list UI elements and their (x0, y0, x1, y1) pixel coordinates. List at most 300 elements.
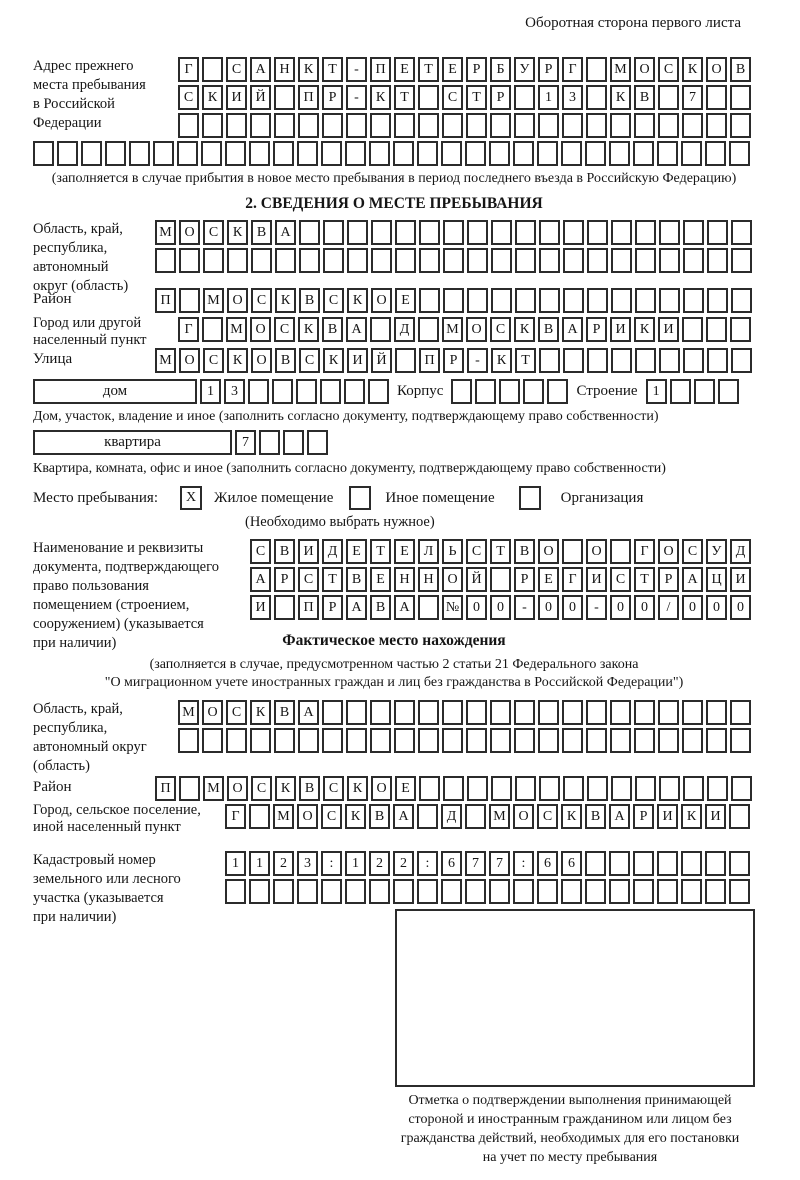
char-cell-filled: С (442, 85, 463, 110)
previous-address-row-4 (33, 141, 755, 166)
char-cell-empty (659, 776, 680, 801)
char-cell-filled: В (370, 595, 391, 620)
char-cell-filled: 1 (200, 379, 221, 404)
actual-region-row-1 (178, 700, 751, 725)
char-cell-filled: Р (466, 57, 487, 82)
char-cell-filled: П (298, 595, 319, 620)
char-cell-empty (586, 57, 607, 82)
stay-type-note: (Необходимо выбрать нужное) (245, 514, 435, 530)
char-cell-empty (370, 700, 391, 725)
char-cell-filled: К (370, 85, 391, 110)
label-line: гражданства действий, необходимых для его постановки (400, 1131, 740, 1146)
page-side-note: Оборотная сторона первого листа (525, 15, 741, 31)
option-label-organization: Организация (560, 489, 644, 506)
char-cell-empty (563, 288, 584, 313)
char-cell-filled: С (537, 804, 558, 829)
char-cell-filled: О (466, 317, 487, 342)
char-cell-filled: А (394, 595, 415, 620)
char-cell-empty (274, 85, 295, 110)
char-cell-empty (490, 728, 511, 753)
char-cell-empty (513, 141, 534, 166)
char-cell-empty (369, 141, 390, 166)
char-cell-empty (105, 141, 126, 166)
char-cell-empty (514, 113, 535, 138)
char-cell-filled: Н (394, 567, 415, 592)
char-cell-empty (729, 879, 750, 904)
char-cell-filled: К (610, 85, 631, 110)
char-cell-filled: А (609, 804, 630, 829)
city-label (33, 315, 178, 349)
char-cell-empty (155, 248, 176, 273)
document-row-3 (250, 595, 751, 620)
char-cell-empty (731, 248, 752, 273)
city-row (178, 317, 751, 342)
char-cell-filled: С (323, 288, 344, 313)
char-cell-empty (587, 776, 608, 801)
label-line: Федерации (33, 115, 102, 131)
char-cell-filled: Д (322, 539, 343, 564)
document-row-1 (250, 539, 751, 564)
char-cell-filled: Г (178, 57, 199, 82)
char-cell-empty (562, 539, 583, 564)
char-cell-empty (515, 248, 536, 273)
label-line: участка (указывается (33, 890, 164, 906)
char-cell-empty (515, 220, 536, 245)
char-cell-empty (153, 141, 174, 166)
char-cell-empty (467, 776, 488, 801)
actual-district-row (155, 776, 752, 801)
house-number-row (200, 379, 389, 404)
char-cell-empty (251, 248, 272, 273)
stroenie-row (646, 379, 739, 404)
char-cell-empty (419, 776, 440, 801)
char-cell-empty (563, 220, 584, 245)
char-cell-filled: В (251, 220, 272, 245)
char-cell-filled: В (369, 804, 390, 829)
char-cell-empty (259, 430, 280, 455)
char-cell-empty (346, 728, 367, 753)
char-cell-empty (635, 220, 656, 245)
char-cell-empty (442, 728, 463, 753)
label-line: документа, подтверждающего (33, 559, 219, 575)
actual-district-label: Район (33, 779, 72, 795)
char-cell-empty (586, 700, 607, 725)
char-cell-filled: И (347, 348, 368, 373)
cadastre-row-1 (225, 851, 750, 876)
char-cell-empty (441, 879, 462, 904)
char-cell-filled: 0 (538, 595, 559, 620)
char-cell-empty (443, 776, 464, 801)
document-rows (250, 539, 751, 620)
char-cell-filled: М (178, 700, 199, 725)
label-line: автономный (33, 259, 109, 275)
char-cell-filled: К (227, 220, 248, 245)
char-cell-filled: : (417, 851, 438, 876)
char-cell-filled: О (179, 348, 200, 373)
char-cell-empty (682, 113, 703, 138)
apartment-caption: Квартира, комната, офис и иное (заполнить согласно документу, подтверждающему право собственности) (33, 461, 666, 476)
char-cell-empty (635, 248, 656, 273)
char-cell-empty (499, 379, 520, 404)
char-cell-filled: Р (490, 85, 511, 110)
char-cell-empty (475, 379, 496, 404)
char-cell-filled: Т (322, 567, 343, 592)
char-cell-filled: Ц (706, 567, 727, 592)
char-cell-empty (489, 141, 510, 166)
char-cell-empty (707, 248, 728, 273)
char-cell-empty (683, 248, 704, 273)
char-cell-filled: П (419, 348, 440, 373)
char-cell-empty (273, 879, 294, 904)
char-cell-filled: И (657, 804, 678, 829)
char-cell-empty (274, 113, 295, 138)
char-cell-filled: С (226, 57, 247, 82)
char-cell-filled: К (345, 804, 366, 829)
char-cell-filled: В (634, 85, 655, 110)
street-label: Улица (33, 351, 73, 367)
char-cell-empty (465, 804, 486, 829)
char-cell-filled: П (298, 85, 319, 110)
char-cell-filled: К (347, 288, 368, 313)
char-cell-empty (683, 220, 704, 245)
char-cell-filled: В (299, 776, 320, 801)
char-cell-filled: К (323, 348, 344, 373)
char-cell-filled: С (299, 348, 320, 373)
char-cell-empty (658, 728, 679, 753)
char-cell-empty (491, 220, 512, 245)
actual-location-title: Фактическое место нахождения (282, 632, 506, 649)
char-cell-empty (635, 288, 656, 313)
char-cell-empty (587, 288, 608, 313)
char-cell-filled: О (634, 57, 655, 82)
char-cell-filled: О (586, 539, 607, 564)
char-cell-empty (490, 700, 511, 725)
char-cell-empty (202, 317, 223, 342)
char-cell-empty (296, 379, 317, 404)
char-cell-empty (321, 141, 342, 166)
char-cell-filled: М (489, 804, 510, 829)
label-line: места пребывания (33, 77, 146, 93)
char-cell-empty (657, 851, 678, 876)
char-cell-filled: В (538, 317, 559, 342)
char-cell-empty (705, 141, 726, 166)
char-cell-filled: С (323, 776, 344, 801)
char-cell-empty (609, 879, 630, 904)
char-cell-empty (227, 248, 248, 273)
char-cell-empty (344, 379, 365, 404)
char-cell-filled: О (202, 700, 223, 725)
char-cell-empty (683, 776, 704, 801)
char-cell-filled: Й (250, 85, 271, 110)
char-cell-empty (634, 113, 655, 138)
char-cell-filled: К (298, 317, 319, 342)
char-cell-empty (633, 141, 654, 166)
char-cell-filled: Р (322, 85, 343, 110)
char-cell-empty (226, 113, 247, 138)
char-cell-empty (369, 879, 390, 904)
apartment-number-row (235, 430, 328, 455)
char-cell-empty (451, 379, 472, 404)
char-cell-empty (538, 113, 559, 138)
char-cell-empty (274, 728, 295, 753)
char-cell-filled: С (321, 804, 342, 829)
char-cell-empty (226, 728, 247, 753)
char-cell-filled: О (179, 220, 200, 245)
char-cell-empty (298, 113, 319, 138)
previous-address-caption: (заполняется в случае прибытия в новое место пребывания в период последнего въезда в Российскую Федерацию) (51, 171, 737, 186)
char-cell-filled: Е (538, 567, 559, 592)
char-cell-empty (297, 141, 318, 166)
char-cell-empty (418, 317, 439, 342)
char-cell-empty (466, 700, 487, 725)
char-cell-filled: 2 (369, 851, 390, 876)
char-cell-empty (323, 248, 344, 273)
char-cell-filled: М (203, 776, 224, 801)
char-cell-empty (657, 141, 678, 166)
char-cell-empty (539, 288, 560, 313)
char-cell-empty (513, 879, 534, 904)
char-cell-empty (418, 728, 439, 753)
house-type-box: дом (33, 379, 197, 404)
actual-city-label (33, 802, 225, 836)
char-cell-empty (466, 113, 487, 138)
label-line: автономный округ (33, 739, 147, 755)
char-cell-filled: Т (466, 85, 487, 110)
char-cell-filled: И (610, 317, 631, 342)
char-cell-filled: 6 (441, 851, 462, 876)
char-cell-filled: Е (394, 539, 415, 564)
char-cell-empty (418, 595, 439, 620)
char-cell-empty (418, 113, 439, 138)
char-cell-filled: 3 (562, 85, 583, 110)
korpus-label: Корпус (397, 383, 444, 399)
char-cell-empty (419, 288, 440, 313)
char-cell-filled: П (370, 57, 391, 82)
char-cell-filled: К (227, 348, 248, 373)
char-cell-filled: А (346, 317, 367, 342)
char-cell-filled: О (227, 288, 248, 313)
char-cell-empty (539, 776, 560, 801)
char-cell-filled: О (538, 539, 559, 564)
char-cell-empty (417, 804, 438, 829)
char-cell-filled: 6 (537, 851, 558, 876)
char-cell-filled: - (346, 57, 367, 82)
char-cell-filled: Д (394, 317, 415, 342)
char-cell-filled: Р (586, 317, 607, 342)
char-cell-empty (658, 85, 679, 110)
previous-address-rows (178, 57, 751, 138)
label-line: республика, (33, 720, 108, 736)
char-cell-empty (562, 728, 583, 753)
label-line: иной населенный пункт (33, 819, 181, 835)
char-cell-empty (537, 879, 558, 904)
char-cell-empty (489, 879, 510, 904)
char-cell-empty (203, 248, 224, 273)
char-cell-filled: С (658, 57, 679, 82)
char-cell-empty (634, 728, 655, 753)
field-house (33, 379, 755, 404)
char-cell-filled: О (250, 317, 271, 342)
char-cell-empty (467, 288, 488, 313)
char-cell-empty (395, 248, 416, 273)
char-cell-filled: К (681, 804, 702, 829)
char-cell-filled: К (298, 57, 319, 82)
char-cell-empty (320, 379, 341, 404)
char-cell-empty (658, 700, 679, 725)
char-cell-empty (682, 728, 703, 753)
char-cell-filled: Б (490, 57, 511, 82)
char-cell-filled: № (442, 595, 463, 620)
char-cell-empty (587, 220, 608, 245)
field-stay-type (33, 486, 755, 510)
label-line: населенный пункт (33, 332, 147, 348)
char-cell-empty (585, 851, 606, 876)
district-row (155, 288, 752, 313)
char-cell-empty (609, 851, 630, 876)
field-previous-address (33, 57, 755, 138)
char-cell-empty (371, 248, 392, 273)
char-cell-filled: Т (418, 57, 439, 82)
char-cell-filled: О (706, 57, 727, 82)
char-cell-empty (346, 113, 367, 138)
char-cell-filled: 3 (224, 379, 245, 404)
char-cell-empty (683, 348, 704, 373)
char-cell-empty (393, 879, 414, 904)
char-cell-empty (179, 288, 200, 313)
char-cell-empty (465, 141, 486, 166)
char-cell-empty (418, 85, 439, 110)
char-cell-empty (523, 379, 544, 404)
char-cell-filled: В (274, 700, 295, 725)
document-label (33, 539, 250, 653)
char-cell-empty (731, 348, 752, 373)
char-cell-filled: Р (322, 595, 343, 620)
char-cell-filled: 0 (634, 595, 655, 620)
char-cell-empty (202, 113, 223, 138)
char-cell-empty (659, 248, 680, 273)
char-cell-empty (585, 141, 606, 166)
char-cell-filled: В (275, 348, 296, 373)
char-cell-empty (539, 348, 560, 373)
char-cell-empty (202, 57, 223, 82)
char-cell-empty (609, 141, 630, 166)
char-cell-filled: 1 (345, 851, 366, 876)
char-cell-empty (491, 248, 512, 273)
char-cell-empty (272, 379, 293, 404)
char-cell-empty (443, 288, 464, 313)
char-cell-empty (201, 141, 222, 166)
char-cell-empty (610, 113, 631, 138)
char-cell-empty (586, 85, 607, 110)
char-cell-filled: М (155, 220, 176, 245)
char-cell-filled: К (634, 317, 655, 342)
char-cell-empty (322, 728, 343, 753)
char-cell-empty (490, 567, 511, 592)
char-cell-filled: 0 (562, 595, 583, 620)
char-cell-empty (634, 700, 655, 725)
char-cell-filled: У (514, 57, 535, 82)
confirmation-mark-caption (370, 1091, 770, 1167)
char-cell-empty (418, 700, 439, 725)
char-cell-filled: Р (274, 567, 295, 592)
label-line: Область, край, (33, 221, 123, 237)
field-region (33, 220, 755, 294)
char-cell-filled: 0 (706, 595, 727, 620)
char-cell-empty (706, 85, 727, 110)
label-line: при наличии) (33, 635, 117, 651)
char-cell-empty (730, 700, 751, 725)
char-cell-filled: В (274, 539, 295, 564)
char-cell-empty (633, 879, 654, 904)
char-cell-empty (611, 248, 632, 273)
char-cell-empty (178, 113, 199, 138)
char-cell-empty (705, 879, 726, 904)
field-apartment (33, 430, 755, 455)
char-cell-empty (563, 776, 584, 801)
char-cell-filled: Р (658, 567, 679, 592)
char-cell-empty (731, 220, 752, 245)
char-cell-filled: : (321, 851, 342, 876)
char-cell-empty (730, 317, 751, 342)
char-cell-filled: С (274, 317, 295, 342)
char-cell-filled: - (346, 85, 367, 110)
char-cell-empty (346, 700, 367, 725)
char-cell-empty (345, 141, 366, 166)
field-actual-district (33, 776, 755, 801)
char-cell-filled: В (585, 804, 606, 829)
char-cell-empty (562, 700, 583, 725)
label-line: помещением (строением, (33, 597, 190, 613)
char-cell-empty (442, 700, 463, 725)
char-cell-filled: И (658, 317, 679, 342)
char-cell-empty (635, 776, 656, 801)
char-cell-filled: И (730, 567, 751, 592)
cadastre-rows (225, 851, 750, 904)
char-cell-empty (562, 113, 583, 138)
field-cadastre (33, 851, 755, 925)
char-cell-filled: Е (346, 539, 367, 564)
char-cell-empty (283, 430, 304, 455)
actual-location-caption-2: "О миграционном учете иностранных граждан и лиц без гражданства в Российской Федерации") (104, 675, 684, 690)
char-cell-empty (587, 248, 608, 273)
char-cell-filled: / (658, 595, 679, 620)
char-cell-empty (731, 288, 752, 313)
char-cell-filled: 2 (393, 851, 414, 876)
char-cell-filled: К (561, 804, 582, 829)
char-cell-filled: Г (562, 57, 583, 82)
char-cell-filled: К (514, 317, 535, 342)
char-cell-empty (561, 141, 582, 166)
char-cell-empty (394, 113, 415, 138)
char-cell-filled: И (226, 85, 247, 110)
char-cell-filled: А (346, 595, 367, 620)
char-cell-empty (298, 728, 319, 753)
char-cell-filled: Н (274, 57, 295, 82)
label-line: Адрес прежнего (33, 58, 134, 74)
char-cell-empty (707, 348, 728, 373)
label-line: сооружением) (указывается (33, 616, 204, 632)
label-line: земельного или лесного (33, 871, 181, 887)
char-cell-empty (225, 879, 246, 904)
char-cell-filled: В (514, 539, 535, 564)
char-cell-filled: У (706, 539, 727, 564)
char-cell-empty (368, 379, 389, 404)
char-cell-empty (561, 879, 582, 904)
label-line: (область) (33, 758, 90, 774)
previous-address-row-1 (178, 57, 751, 82)
field-actual-city (33, 802, 755, 835)
char-cell-empty (563, 248, 584, 273)
